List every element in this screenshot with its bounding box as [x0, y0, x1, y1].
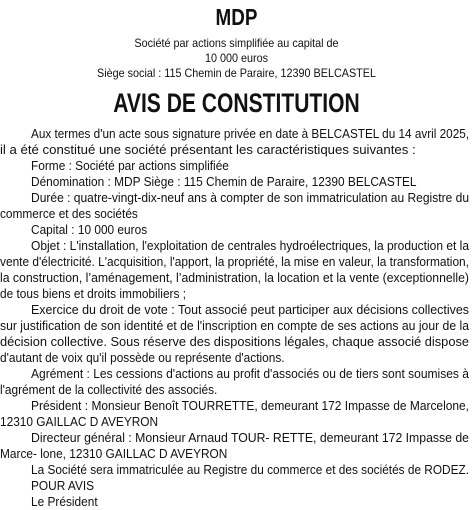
body-line-duration-cont: commerce et des sociétés — [0, 206, 138, 221]
body-line-registration: La Société sera immatriculée au Registre du commerce et des sociétés de RODEZ. — [31, 462, 470, 477]
company-name: MDP — [215, 4, 258, 30]
body-line-object: Objet : L'installation, l'exploitation de centrales hydroélectriques, la production et la — [31, 238, 470, 253]
body-line-general-director-cont: Marce- lone, 12310 GAILLAC D AVEYRON — [0, 446, 228, 461]
body-line-duration: Durée : quatre-vingt-dix-neuf ans à compter de son immatriculation au Registre du — [31, 190, 470, 205]
body-line-object-cont-2: la construction, l’aménagement, l’administration, la location et la vente (exceptionnelle) — [0, 270, 469, 285]
body-line-president: Président : Monsieur Benoît TOURRETTE, demeurant 172 Impasse de Marcelone, — [31, 398, 470, 413]
body-line-voting-cont-3: d'autant de voix qu'il possède ou représente d'actions. — [0, 350, 285, 365]
body-line-voting-cont-2: décision collective. Sous réserve des dispositions légales, chaque associé dispose — [0, 334, 469, 349]
registered-office: Siège social : 115 Chemin de Paraire, 12390 BELCASTEL — [97, 66, 376, 80]
body-line-object-cont-1: vente d'électricité. L'acquisition, l'apport, la propriété, la mise en valeur, la transformation, — [0, 254, 469, 269]
legal-form-capital-line-1: Société par actions simplifiée au capital de — [134, 36, 339, 50]
body-line-approval: Agrément : Les cessions d'actions au profit d'associés ou de tiers sont soumises à — [31, 366, 469, 381]
body-line-object-cont-3: de tous biens et droits immobiliers ; — [0, 286, 187, 301]
body-line-form: Forme : Société par actions simplifiée — [31, 158, 229, 173]
body-line-voting-cont-1: sur justification de son identité et de l'inscription en compte de ses actions au jour de la — [0, 318, 469, 333]
body-line-approval-cont: l'agrément de la collectivité des associés. — [0, 382, 218, 397]
body-line-opening: Aux termes d'un acte sous signature privée en date à BELCASTEL du 14 avril 2025, — [31, 126, 470, 141]
body-line-name-seat: Dénomination : MDP Siège : 115 Chemin de Paraire, 12390 BELCASTEL — [31, 174, 417, 189]
body-line-signature: Le Président — [31, 494, 98, 509]
notice-title: AVIS DE CONSTITUTION — [113, 88, 360, 118]
body-line-opening-cont: il a été constitué une société présentant les caractéristiques suivantes : — [0, 142, 416, 157]
notice-body — [0, 126, 473, 510]
body-line-voting: Exercice du droit de vote : Tout associé peut participer aux décisions collectives — [31, 302, 469, 317]
body-line-pour-avis: POUR AVIS — [31, 478, 95, 493]
body-line-general-director: Directeur général : Monsieur Arnaud TOUR- RETTE, demeurant 172 Impasse de — [31, 430, 469, 445]
body-line-president-cont: 12310 GAILLAC D AVEYRON — [0, 414, 159, 429]
legal-form-capital-line-2: 10 000 euros — [204, 51, 269, 65]
body-line-capital: Capital : 10 000 euros — [31, 222, 148, 237]
